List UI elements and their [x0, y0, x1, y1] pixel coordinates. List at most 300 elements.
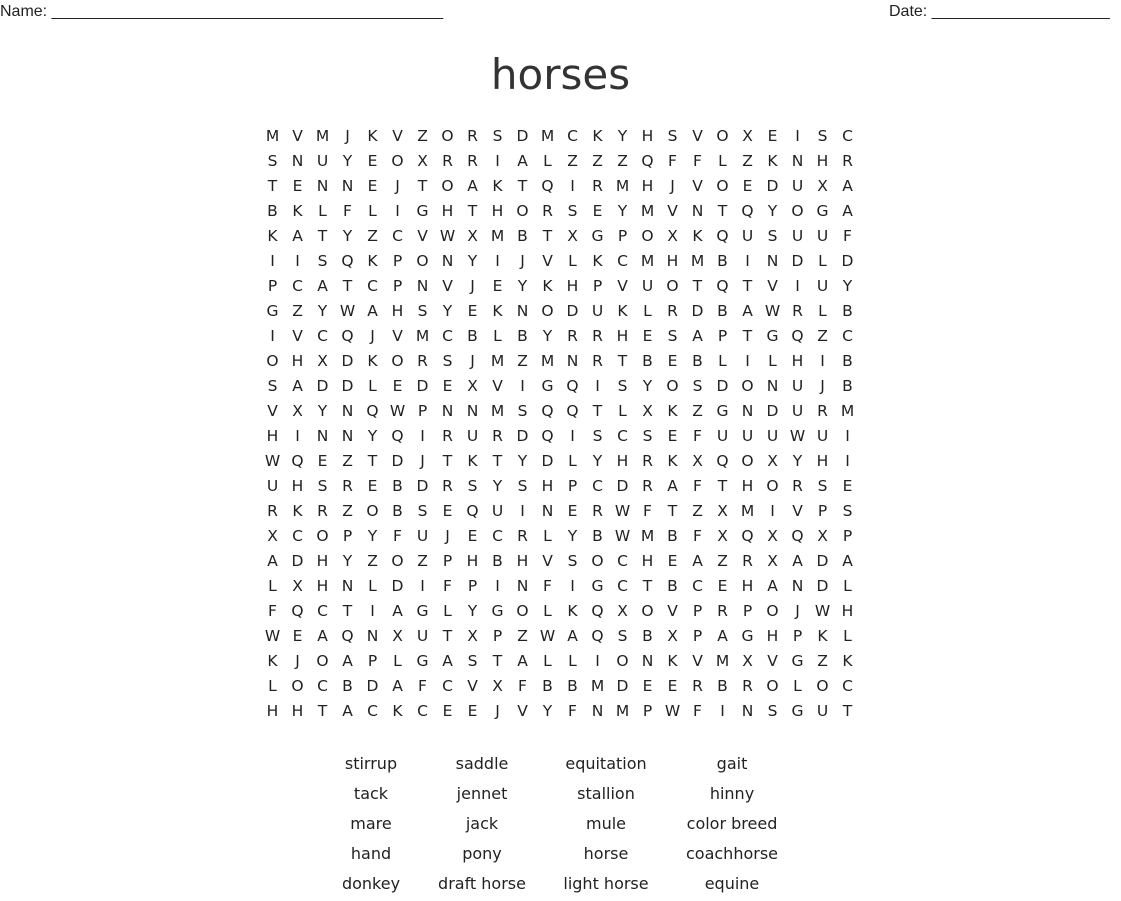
grid-letter: O — [266, 352, 279, 370]
grid-letter: U — [316, 152, 329, 170]
grid-letter: I — [520, 502, 525, 520]
grid-letter: B — [467, 327, 478, 345]
grid-letter: H — [266, 427, 279, 445]
grid-letter: O — [516, 602, 529, 620]
word-bank-item: mule — [585, 814, 626, 833]
grid-letter: D — [816, 577, 829, 595]
grid-letter: G — [416, 602, 429, 620]
grid-letter: H — [391, 302, 404, 320]
grid-letter: C — [292, 527, 303, 545]
grid-letter: Q — [716, 452, 729, 470]
grid-letter: M — [640, 252, 655, 270]
grid-letter: B — [642, 352, 653, 370]
grid-letter: R — [492, 427, 503, 445]
grid-letter: O — [391, 152, 404, 170]
grid-letter: U — [416, 627, 429, 645]
grid-letter: T — [342, 277, 353, 295]
grid-letter: O — [416, 252, 429, 270]
grid-letter: Y — [617, 127, 628, 145]
grid-letter: A — [267, 552, 278, 570]
grid-letter: P — [267, 277, 278, 295]
grid-letter: V — [767, 277, 778, 295]
grid-letter: D — [366, 677, 379, 695]
grid-letter: G — [266, 302, 279, 320]
grid-letter: B — [592, 527, 603, 545]
grid-letter: V — [617, 277, 628, 295]
grid-letter: B — [492, 552, 503, 570]
grid-letter: H — [841, 602, 854, 620]
grid-letter: K — [667, 452, 678, 470]
grid-letter: P — [617, 227, 628, 245]
grid-letter: L — [843, 577, 852, 595]
grid-letter: S — [642, 427, 653, 445]
grid-letter: L — [768, 352, 777, 370]
grid-letter: E — [367, 177, 378, 195]
grid-letter: V — [542, 552, 553, 570]
grid-letter: T — [642, 577, 653, 595]
grid-letter: D — [716, 377, 729, 395]
grid-letter: G — [491, 602, 504, 620]
grid-letter: F — [693, 477, 702, 495]
grid-letter: N — [516, 302, 529, 320]
grid-letter: K — [592, 252, 603, 270]
grid-letter: I — [845, 452, 850, 470]
grid-letter: D — [791, 252, 804, 270]
grid-letter: M — [615, 177, 630, 195]
grid-letter: T — [317, 702, 328, 720]
grid-letter: C — [317, 327, 328, 345]
grid-letter: N — [291, 152, 304, 170]
grid-letter: D — [291, 552, 304, 570]
grid-letter: Y — [517, 452, 528, 470]
grid-row — [260, 224, 860, 249]
grid-letter: Z — [717, 552, 728, 570]
word-bank-item: light horse — [563, 874, 649, 893]
grid-letter: P — [842, 527, 853, 545]
grid-letter: T — [692, 277, 703, 295]
date-field[interactable]: Date: ____________________ — [889, 3, 1110, 20]
grid-letter: K — [367, 252, 378, 270]
grid-letter: C — [317, 602, 328, 620]
grid-letter: S — [267, 152, 278, 170]
grid-letter: S — [617, 627, 628, 645]
grid-row — [260, 274, 860, 299]
grid-letter: N — [441, 402, 454, 420]
word-bank-item: jennet — [456, 784, 508, 803]
grid-letter: W — [389, 402, 406, 420]
grid-letter: H — [316, 552, 329, 570]
grid-letter: W — [614, 527, 631, 545]
grid-letter: I — [745, 352, 750, 370]
grid-letter: G — [416, 202, 429, 220]
grid-letter: L — [568, 452, 577, 470]
grid-letter: A — [367, 302, 378, 320]
grid-letter: E — [642, 327, 653, 345]
grid-letter: S — [592, 427, 603, 445]
grid-letter: I — [570, 177, 575, 195]
grid-letter: F — [393, 527, 402, 545]
grid-letter: Q — [791, 327, 804, 345]
word-bank-item: color breed — [686, 814, 778, 833]
grid-letter: J — [470, 277, 475, 295]
grid-letter: M — [265, 127, 280, 145]
grid-letter: U — [641, 277, 654, 295]
grid-letter: C — [692, 577, 703, 595]
grid-letter: H — [291, 477, 304, 495]
grid-letter: I — [370, 602, 375, 620]
grid-letter: U — [791, 377, 804, 395]
grid-letter: P — [592, 277, 603, 295]
grid-letter: B — [392, 502, 403, 520]
grid-letter: W — [614, 502, 631, 520]
grid-letter: F — [543, 577, 552, 595]
word-bank-item: donkey — [341, 874, 401, 893]
grid-letter: Z — [592, 152, 603, 170]
grid-row — [260, 474, 860, 499]
grid-letter: G — [791, 702, 804, 720]
grid-letter: D — [616, 477, 629, 495]
grid-letter: Q — [366, 402, 379, 420]
grid-letter: M — [540, 127, 555, 145]
grid-letter: T — [717, 477, 728, 495]
grid-letter: Y — [492, 477, 503, 495]
grid-letter: P — [467, 577, 478, 595]
grid-letter: X — [817, 177, 828, 195]
grid-letter: J — [445, 527, 450, 545]
grid-letter: B — [567, 677, 578, 695]
grid-letter: T — [592, 402, 603, 420]
grid-letter: B — [842, 377, 853, 395]
grid-letter: J — [295, 652, 300, 670]
word-bank — [0, 751, 1121, 901]
grid-letter: X — [742, 127, 753, 145]
grid-letter: I — [270, 252, 275, 270]
grid-letter: H — [641, 177, 654, 195]
grid-letter: R — [642, 477, 653, 495]
grid-letter: S — [817, 477, 828, 495]
grid-letter: E — [467, 302, 478, 320]
grid-letter: P — [717, 327, 728, 345]
grid-letter: P — [567, 477, 578, 495]
grid-letter: A — [517, 652, 528, 670]
grid-letter: X — [292, 402, 303, 420]
grid-letter: H — [466, 552, 479, 570]
grid-letter: A — [467, 177, 478, 195]
grid-letter: K — [467, 452, 478, 470]
grid-letter: O — [716, 177, 729, 195]
grid-letter: D — [566, 302, 579, 320]
grid-letter: U — [491, 502, 504, 520]
grid-letter: V — [667, 602, 678, 620]
grid-letter: R — [467, 127, 478, 145]
grid-letter: S — [767, 702, 778, 720]
grid-letter: Y — [467, 602, 478, 620]
grid-letter: L — [568, 652, 577, 670]
grid-letter: Z — [567, 152, 578, 170]
grid-letter: U — [741, 427, 754, 445]
word-bank-row — [0, 841, 1121, 871]
grid-letter: U — [716, 427, 729, 445]
word-bank-row — [0, 871, 1121, 901]
grid-letter: E — [642, 677, 653, 695]
grid-letter: M — [690, 252, 705, 270]
grid-letter: U — [416, 527, 429, 545]
grid-letter: M — [590, 677, 605, 695]
grid-letter: N — [791, 152, 804, 170]
name-field[interactable]: Name: ____________________________________________ — [0, 3, 444, 20]
grid-letter: A — [567, 627, 578, 645]
word-bank-item: stirrup — [344, 754, 398, 773]
grid-letter: V — [292, 127, 303, 145]
grid-letter: J — [370, 327, 375, 345]
grid-letter: B — [517, 227, 528, 245]
grid-letter: T — [517, 177, 528, 195]
grid-letter: V — [292, 327, 303, 345]
grid-letter: N — [341, 402, 354, 420]
grid-letter: S — [317, 477, 328, 495]
grid-letter: E — [842, 477, 853, 495]
grid-letter: N — [741, 702, 754, 720]
grid-letter: X — [767, 452, 778, 470]
grid-row — [260, 549, 860, 574]
grid-letter: S — [767, 227, 778, 245]
grid-letter: U — [591, 302, 604, 320]
grid-letter: R — [792, 302, 803, 320]
grid-letter: T — [542, 227, 553, 245]
grid-letter: E — [667, 352, 678, 370]
grid-letter: G — [591, 227, 604, 245]
grid-letter: B — [717, 252, 728, 270]
grid-letter: I — [495, 577, 500, 595]
grid-letter: Q — [741, 527, 754, 545]
word-bank-item: coachhorse — [685, 844, 778, 863]
grid-letter: E — [467, 527, 478, 545]
grid-letter: L — [368, 202, 377, 220]
grid-letter: R — [842, 152, 853, 170]
grid-letter: X — [717, 502, 728, 520]
grid-letter: T — [467, 202, 478, 220]
grid-letter: T — [717, 202, 728, 220]
grid-letter: R — [742, 552, 753, 570]
grid-letter: C — [442, 327, 453, 345]
grid-letter: P — [642, 702, 653, 720]
grid-letter: C — [442, 677, 453, 695]
grid-letter: Y — [342, 152, 353, 170]
grid-letter: S — [667, 127, 678, 145]
grid-letter: V — [767, 652, 778, 670]
word-bank-item: pony — [462, 844, 502, 863]
grid-letter: H — [641, 127, 654, 145]
grid-letter: K — [767, 152, 778, 170]
grid-letter: G — [816, 202, 829, 220]
grid-letter: Z — [342, 452, 353, 470]
grid-letter: E — [767, 127, 778, 145]
grid-letter: A — [342, 702, 353, 720]
grid-letter: C — [592, 477, 603, 495]
grid-letter: R — [442, 152, 453, 170]
word-bank-row — [0, 811, 1121, 841]
grid-letter: D — [516, 127, 529, 145]
grid-letter: N — [641, 652, 654, 670]
grid-letter: S — [417, 302, 428, 320]
grid-letter: Y — [617, 202, 628, 220]
grid-letter: P — [392, 252, 403, 270]
grid-letter: X — [817, 527, 828, 545]
grid-letter: R — [742, 677, 753, 695]
grid-letter: T — [842, 702, 853, 720]
grid-letter: Y — [342, 552, 353, 570]
grid-letter: H — [316, 577, 329, 595]
grid-letter: K — [267, 227, 278, 245]
letter-grid — [260, 124, 860, 724]
grid-letter: L — [818, 302, 827, 320]
grid-letter: V — [392, 127, 403, 145]
grid-letter: X — [667, 627, 678, 645]
grid-letter: N — [316, 177, 329, 195]
grid-letter: N — [566, 352, 579, 370]
grid-letter: J — [420, 452, 425, 470]
grid-letter: U — [791, 402, 804, 420]
grid-letter: G — [791, 652, 804, 670]
grid-letter: A — [442, 652, 453, 670]
grid-letter: I — [570, 577, 575, 595]
grid-letter: H — [791, 352, 804, 370]
grid-letter: R — [442, 427, 453, 445]
grid-letter: X — [317, 352, 328, 370]
grid-letter: Q — [716, 277, 729, 295]
grid-letter: J — [395, 177, 400, 195]
grid-letter: P — [367, 652, 378, 670]
grid-letter: A — [692, 552, 703, 570]
grid-letter: O — [616, 652, 629, 670]
grid-letter: R — [692, 677, 703, 695]
grid-letter: E — [367, 477, 378, 495]
grid-row — [260, 674, 860, 699]
grid-letter: Y — [367, 427, 378, 445]
grid-letter: O — [741, 452, 754, 470]
grid-letter: L — [268, 677, 277, 695]
grid-letter: I — [720, 702, 725, 720]
grid-letter: C — [417, 702, 428, 720]
grid-letter: A — [842, 177, 853, 195]
grid-letter: A — [317, 627, 328, 645]
grid-letter: S — [817, 127, 828, 145]
grid-letter: B — [267, 202, 278, 220]
grid-letter: C — [617, 552, 628, 570]
grid-letter: K — [292, 502, 303, 520]
grid-letter: A — [317, 277, 328, 295]
grid-letter: K — [392, 702, 403, 720]
grid-letter: Y — [542, 702, 553, 720]
grid-letter: Y — [542, 327, 553, 345]
grid-letter: I — [270, 327, 275, 345]
grid-letter: Y — [317, 302, 328, 320]
word-bank-item: equine — [704, 874, 760, 893]
grid-letter: F — [443, 577, 452, 595]
grid-row — [260, 499, 860, 524]
grid-letter: Y — [642, 377, 653, 395]
grid-letter: C — [617, 577, 628, 595]
grid-letter: F — [843, 227, 852, 245]
grid-letter: L — [318, 202, 327, 220]
grid-letter: B — [667, 577, 678, 595]
grid-letter: M — [640, 202, 655, 220]
grid-letter: C — [392, 227, 403, 245]
grid-letter: N — [341, 427, 354, 445]
grid-letter: J — [470, 352, 475, 370]
grid-letter: D — [766, 402, 779, 420]
grid-letter: I — [795, 277, 800, 295]
grid-letter: N — [466, 402, 479, 420]
grid-letter: L — [493, 327, 502, 345]
grid-letter: S — [317, 252, 328, 270]
grid-letter: Y — [317, 402, 328, 420]
grid-letter: B — [542, 677, 553, 695]
grid-letter: K — [592, 127, 603, 145]
grid-letter: Q — [341, 627, 354, 645]
grid-letter: C — [492, 527, 503, 545]
grid-letter: Y — [367, 527, 378, 545]
grid-letter: E — [467, 702, 478, 720]
grid-row — [260, 649, 860, 674]
grid-letter: I — [295, 427, 300, 445]
grid-letter: T — [742, 277, 753, 295]
grid-row — [260, 149, 860, 174]
grid-letter: L — [818, 252, 827, 270]
grid-row — [260, 399, 860, 424]
grid-letter: D — [616, 677, 629, 695]
grid-letter: Y — [442, 302, 453, 320]
grid-letter: I — [495, 152, 500, 170]
grid-letter: K — [567, 602, 578, 620]
grid-letter: Z — [517, 352, 528, 370]
grid-letter: O — [316, 652, 329, 670]
grid-row — [260, 174, 860, 199]
grid-letter: M — [640, 527, 655, 545]
grid-letter: D — [316, 377, 329, 395]
grid-letter: B — [392, 477, 403, 495]
grid-letter: M — [415, 327, 430, 345]
grid-letter: N — [791, 577, 804, 595]
grid-letter: U — [816, 277, 829, 295]
grid-letter: P — [692, 627, 703, 645]
grid-letter: B — [842, 302, 853, 320]
grid-letter: E — [667, 552, 678, 570]
grid-letter: E — [292, 177, 303, 195]
grid-letter: Y — [592, 452, 603, 470]
grid-letter: U — [766, 427, 779, 445]
grid-letter: T — [342, 602, 353, 620]
grid-letter: T — [442, 627, 453, 645]
grid-letter: W — [264, 452, 281, 470]
grid-letter: F — [693, 152, 702, 170]
grid-letter: P — [792, 627, 803, 645]
grid-letter: T — [492, 652, 503, 670]
grid-letter: F — [518, 677, 527, 695]
grid-letter: J — [795, 602, 800, 620]
grid-letter: S — [517, 402, 528, 420]
grid-letter: I — [820, 352, 825, 370]
grid-letter: W — [539, 627, 556, 645]
grid-letter: O — [791, 202, 804, 220]
grid-letter: H — [816, 452, 829, 470]
grid-letter: H — [616, 327, 629, 345]
grid-letter: E — [442, 377, 453, 395]
grid-letter: D — [841, 252, 854, 270]
word-bank-item: jack — [465, 814, 499, 833]
grid-letter: Q — [341, 327, 354, 345]
grid-letter: K — [542, 277, 553, 295]
